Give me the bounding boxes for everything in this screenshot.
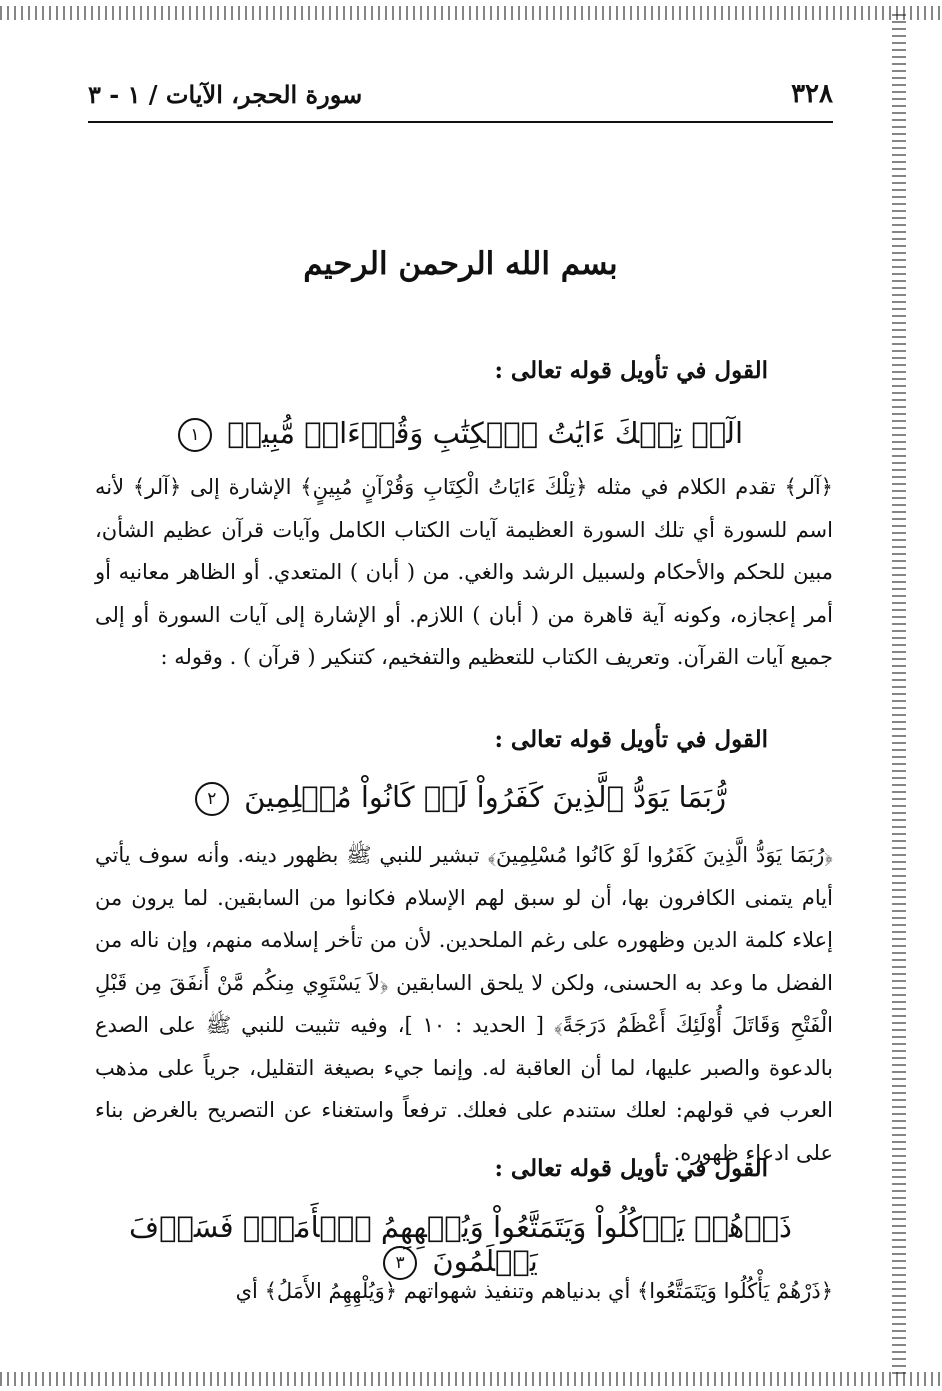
section-heading: القول في تأويل قوله تعالى : [494,357,768,384]
commentary-paragraph [95,1270,833,1313]
running-title: سورة الحجر، الآيات / ١ - ٣ [88,79,363,109]
verse-text: ذَرۡهُمۡ يَأۡكُلُواْ وَيَتَمَتَّعُواْ وَيُلۡهِهِمُ ٱلۡأَمَلُۖ فَسَوۡفَ يَعۡلَمُونَ [129,1210,792,1278]
commentary-text: ﴿رُبَمَا يَوَدُّ الَّذِينَ كَفَرُوا لَوْ كَانُوا مُسْلِمِينَ﴾ تبشير للنبي ﷺ بظهور دينه. وأنه سوف يأتي أيام يتمنى الكافرون بها، أن لو سبق لهم الإسلام فكانوا من السابقين. لما يرون من إعلاء كلمة الدين وظهوره على رغم الملحدين. لأن من تأخر إسلامه منهم، وإن ناله من الفضل ما وعد به الحسنى، ولكن لا يلحق السابقين ﴿لاَ يَسْتَوِي مِنكُم مَّنْ أَنفَقَ مِن قَبْلِ الْفَتْحِ وَقَاتَلَ أُوْلَئِكَ أَعْظَمُ دَرَجَةً﴾ [ الحديد : ١٠ ]، وفيه تثبيت للنبي ﷺ على الصدع بالدعوة والصبر عليها، لما أن العاقبة له. وإنما جيء بصيغة التقليل، جرياً على مذهب العرب في قولهم: لعلك ستندم على فعلك. ترفعاً واستغناء عن التصريح بالغرض بناء على ادعاء ظهوره. [95,843,833,1165]
header-divider [88,121,833,123]
commentary-text: ﴿ذَرْهُمْ يَأْكُلُوا وَيَتَمَتَّعُوا﴾ أي بدنياهم وتنفيذ شهواتهم ﴿وَيُلْهِهِمُ الأَمَلُ﴾ أي [235,1279,833,1303]
verse-text: الٓرۚ تِلۡكَ ءَايَٰتُ ٱلۡكِتَٰبِ وَقُرۡءَانٖ مُّبِينٖ [227,416,744,450]
quran-verse [88,416,833,452]
basmala: بسم الله الرحمن الرحيم [303,246,618,282]
verse-number-badge: ٢ [195,782,229,816]
page-number: ٣٢٨ [791,79,833,109]
verse-number-badge: ٣ [383,1246,417,1280]
section-heading: القول في تأويل قوله تعالى : [494,1155,768,1182]
verse-text: رُّبَمَا يَوَدُّ ٱلَّذِينَ كَفَرُواْ لَوۡ كَانُواْ مُسۡلِمِينَ [244,780,727,814]
commentary-text: ﴿آلر﴾ تقدم الكلام في مثله ﴿تِلْكَ ءَايَاتُ الْكِتَابِ وَقُرْآنٍ مُبِينٍ﴾ الإشارة إلى ﴿آلر﴾ لأنه اسم للسورة أي تلك السورة العظيمة آيات الكتاب الكامل وآيات قرآن عظيم الشأن، مبين للحكم والأحكام ولسبيل الرشد والغي. من ( أبان ) المتعدي. أو الظاهر معانيه أو أمر إعجازه، وكونه آية قاهرة من ( أبان ) اللازم. أو الإشارة إلى آيات السورة أو إلى جميع آيات القرآن. وتعريف الكتاب للتعظيم والتفخيم، كتنكير ( قرآن ) . وقوله : [95,475,833,669]
commentary-paragraph [95,834,833,1174]
quran-verse [88,780,833,816]
section-heading: القول في تأويل قوله تعالى : [494,726,768,753]
page-header [88,76,833,112]
verse-number-badge: ١ [178,418,212,452]
commentary-paragraph [95,466,833,679]
